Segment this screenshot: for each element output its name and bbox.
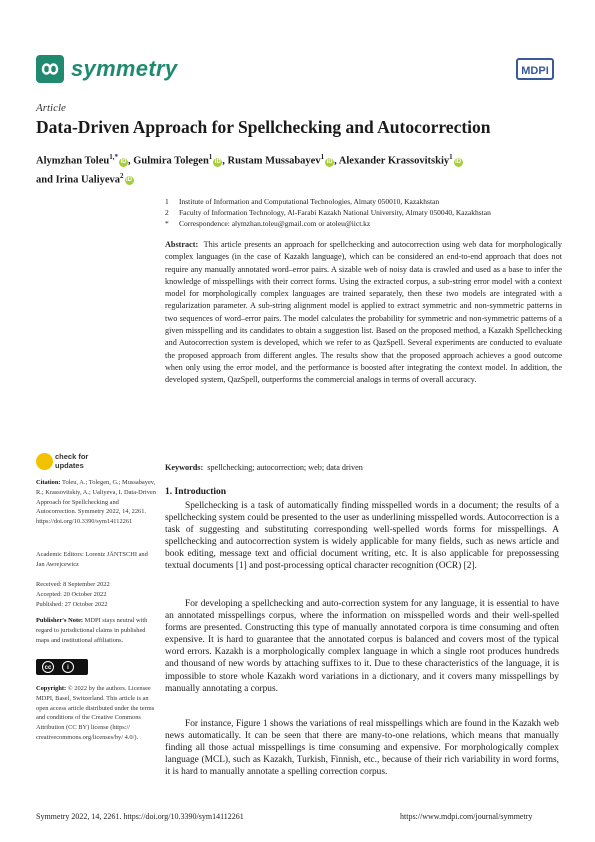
affiliation-text: Institute of Information and Computational Technologies, Almaty 050010, Kazakhstan [179, 197, 440, 206]
publisher-note [36, 616, 156, 645]
correspondence-text[interactable]: Correspondence: alymzhan.toleu@gmail.com or atoleu@iict.kz [179, 219, 371, 228]
author-list: Alymzhan Toleu$^{1,*}$iD , Gulmira Tolegen$^1$iD , Rustam Mussabayev$^1$iD , Alexander Krassovitskiy$^1$iD and Irina Ualiyeva$^2$iD [36, 153, 462, 185]
check-updates-icon [36, 453, 53, 470]
publisher-note-text: MDPI stays neutral with regard to jurisdictional claims in published maps and institutional affiliations. [36, 617, 148, 644]
paragraph [165, 500, 559, 573]
copyright-text[interactable]: © 2022 by the authors. Licensee MDPI, Basel, Switzerland. This article is an open access article distributed under the terms and conditions of the Creative Commons Attribution (CC BY) license (https:// creativecommons.org/licenses/by/ 4.0/). [36, 685, 155, 741]
footer-citation[interactable]: Symmetry 2022, 14, 2261. https://doi.org/10.3390/sym14112261 [36, 812, 244, 821]
orcid-icon[interactable]: iD [120, 158, 127, 165]
author-sup: 1 [449, 153, 453, 161]
publisher-logo[interactable]: MDPI [516, 58, 554, 80]
copyright-block [36, 684, 156, 743]
author-sup: 1,* [109, 153, 118, 161]
author-sup: 2 [120, 171, 124, 180]
accepted-date: Accepted: 20 October 2022 [36, 591, 107, 598]
abstract [165, 239, 562, 387]
footer-journal-url[interactable]: https://www.mdpi.com/journal/symmetry [400, 812, 533, 821]
journal-logo [36, 55, 64, 83]
affiliation-text: Faculty of Information Technology, Al-Farabi Kazakh National University, Almaty 050040, Kazakhstan [179, 208, 491, 217]
author-name[interactable]: Rustam Mussabayev [227, 155, 321, 167]
author-sup: 1 [320, 153, 325, 161]
orcid-icon[interactable]: iD [326, 158, 333, 165]
paragraph [165, 718, 559, 778]
paragraph-text: For developing a spellchecking and auto-correction system for any language, it is essential to have an annotated misspellings corpus, where the information on misspelled words and their well-spelled forms are presented. Constructing this type of manually annotated corpora is time consuming and often expensive. It is hard to guarantee that the annotated corpus is balanced and covers most of the typical word errors. Kazakh is a morphologically complex language in which a single root produces hundreds and thousand of new words by attaching suffixes to it. Due to these characteristics of the language, it is impossible to store whole Kazakh word variations in a dictionary, and it covers many misspellings by manually annotating a corpus. [165, 599, 559, 694]
keywords-label: Keywords: [165, 463, 204, 472]
paragraph [165, 598, 559, 695]
cc-by-license-badge[interactable] [36, 659, 88, 675]
keywords-text: spellchecking; autocorrection; web; data driven [207, 463, 363, 472]
cc-icon: cc [42, 661, 54, 673]
journal-name[interactable]: symmetry [71, 56, 178, 81]
author-sup: 1 [208, 153, 213, 161]
affiliation [165, 196, 565, 207]
citation-block [36, 478, 156, 527]
published-date: Published: 27 October 2022 [36, 601, 108, 608]
check-for-updates-button[interactable] [36, 453, 156, 475]
affiliation-number: 2 [165, 208, 169, 217]
section-heading: 1. Introduction [165, 487, 227, 497]
article-title: Data-Driven Approach for Spellchecking and Autocorrection [36, 117, 491, 137]
affiliation [165, 207, 565, 218]
academic-editors: Academic Editors: Lorentz JÄNTSCHI and Jan Awrejcewicz [36, 551, 148, 568]
orcid-icon[interactable]: iD [455, 158, 462, 165]
affiliation-number: 1 [165, 197, 169, 206]
symmetry-logo-icon [39, 58, 61, 80]
article-type: Article [36, 102, 66, 114]
affiliation-number: * [165, 219, 169, 228]
paragraph-text: For instance, Figure 1 shows the variations of real misspellings which are found in the Kazakh web news automatically. It can be seen that there are many-to-one relations, which means that manually finding all those actual misspellings is time consuming and expensive. For morphologically complex language (MCL), such as Kazakh, Turkish, Finnish, etc., because of their rich variability in word forms, it is hard to manually annotate a spelling correction corpus. [165, 719, 559, 778]
orcid-icon[interactable]: iD [126, 177, 133, 183]
orcid-icon[interactable]: iD [214, 158, 221, 165]
abstract-label: Abstract: [165, 240, 199, 249]
citation-text[interactable]: Toleu, A.; Tolegen, G.; Mussabayev, R.; Krassovitskiy, A.; Ualiyeva, I. Data-Driven Approach for Spellchecking and Autocorrection. Symmetry 2022, 14, 2261. https://doi.org/10.3390/sym14112261 [36, 479, 156, 526]
author-name[interactable]: Alexander Krassovitskiy [338, 155, 450, 167]
author-name[interactable]: Gulmira Tolegen [133, 155, 209, 167]
keywords [165, 463, 562, 472]
attribution-icon: i [62, 661, 74, 673]
author-name[interactable]: Alymzhan Toleu [36, 155, 110, 167]
publisher-note-label: Publisher's Note: [36, 617, 84, 624]
correspondence [165, 218, 565, 229]
check-updates-label: check for updates [55, 452, 89, 470]
abstract-text: This article presents an approach for spellchecking and autocorrection using web data for morphologically complex languages (in the case of Kazakh language), which can be considered an end-to-end approach that does not require any manually annotated word–error pairs. A sizable web of noisy data is crawled and used as a base to infer the knowledge of misspellings with their correct forms. Using the extracted corpus, a sub-string error model with a context model for morphologically complex languages are trained separately, then these two models are integrated with a regularization parameter. A sub-string alignment model is applied to extract symmetric and non-symmetric patterns in two sequences of word–error pairs. The model calculates the probability for symmetric and non-symmetric patterns of a given misspelling and its candidates to obtain a suggestion list. Based on the proposed method, a Kazakh Spellchecking and Autocorrection system is developed, which we refer to as QazSpell. Several experiments are conducted to evaluate the proposed approach from different angles. The results show that the proposed approach achieves a good outcome when only using the error model, and the performance is boosted after integrating the context model. In addition, the developed system, QazSpell, outperforms the commercial analogs in terms of overall accuracy. [165, 240, 563, 385]
copyright-label: Copyright: [36, 685, 67, 692]
received-date: Received: 8 September 2022 [36, 581, 110, 588]
paragraph-text: Spellchecking is a task of automatically finding misspelled words in a document; the results of a spellchecking system could be presented to the user as underlining misspelled words. Autocorrection is a task of suggesting and substituting corresponding well-spelled words forms for misspellings. A spellchecking and autocorrection system is widely applicable for many fields, such as news article and book editing, message text and official document writing, etc. It is also applicable for prepossessing textual documents [1] and post-processing optical character recognition (OCR) [2]. [165, 501, 559, 572]
citation-label: Citation: [36, 479, 61, 486]
author-name[interactable]: Irina Ualiyeva [55, 174, 121, 185]
